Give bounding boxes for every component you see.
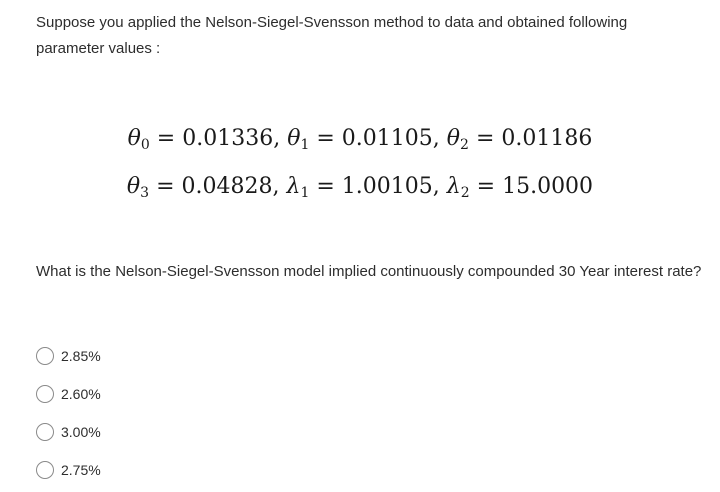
radio-button[interactable] (36, 461, 54, 479)
theta0-value: 0.01336 (182, 126, 274, 151)
question-intro: Suppose you applied the Nelson-Siegel-Svensson method to data and obtained following parameter values : (36, 14, 628, 57)
answer-option[interactable] (36, 460, 101, 479)
lambda1-value: 1.00105 (341, 174, 433, 199)
answer-option[interactable] (36, 384, 101, 403)
question-prompt: What is the Nelson-Siegel-Svensson model implied continuously compounded 30 Year interest rate? (36, 263, 702, 280)
theta2-value: 0.01186 (501, 126, 593, 151)
answer-option-label: 3.00% (61, 423, 101, 440)
radio-button[interactable] (36, 385, 54, 403)
answer-option[interactable] (36, 346, 101, 365)
answer-option[interactable] (36, 422, 101, 441)
lambda2-value: 15.0000 (502, 174, 594, 199)
answer-options (36, 346, 101, 492)
theta3-value: 0.04828 (181, 174, 273, 199)
answer-option-label: 2.75% (61, 461, 101, 478)
parameter-equation-line-1: $\theta_0 = 0.01336$, $\theta_1 = 0.01105$, $\theta_2 = 0.01186$ (127, 126, 593, 153)
radio-button[interactable] (36, 423, 54, 441)
radio-button[interactable] (36, 347, 54, 365)
parameter-equation-line-2: $\theta_3 = 0.04828$, $\lambda_1 = 1.00105$, $\lambda_2 = 15.0000$ (126, 174, 594, 201)
answer-option-label: 2.60% (61, 385, 101, 402)
answer-option-label: 2.85% (61, 347, 101, 364)
theta1-value: 0.01105 (341, 126, 433, 151)
